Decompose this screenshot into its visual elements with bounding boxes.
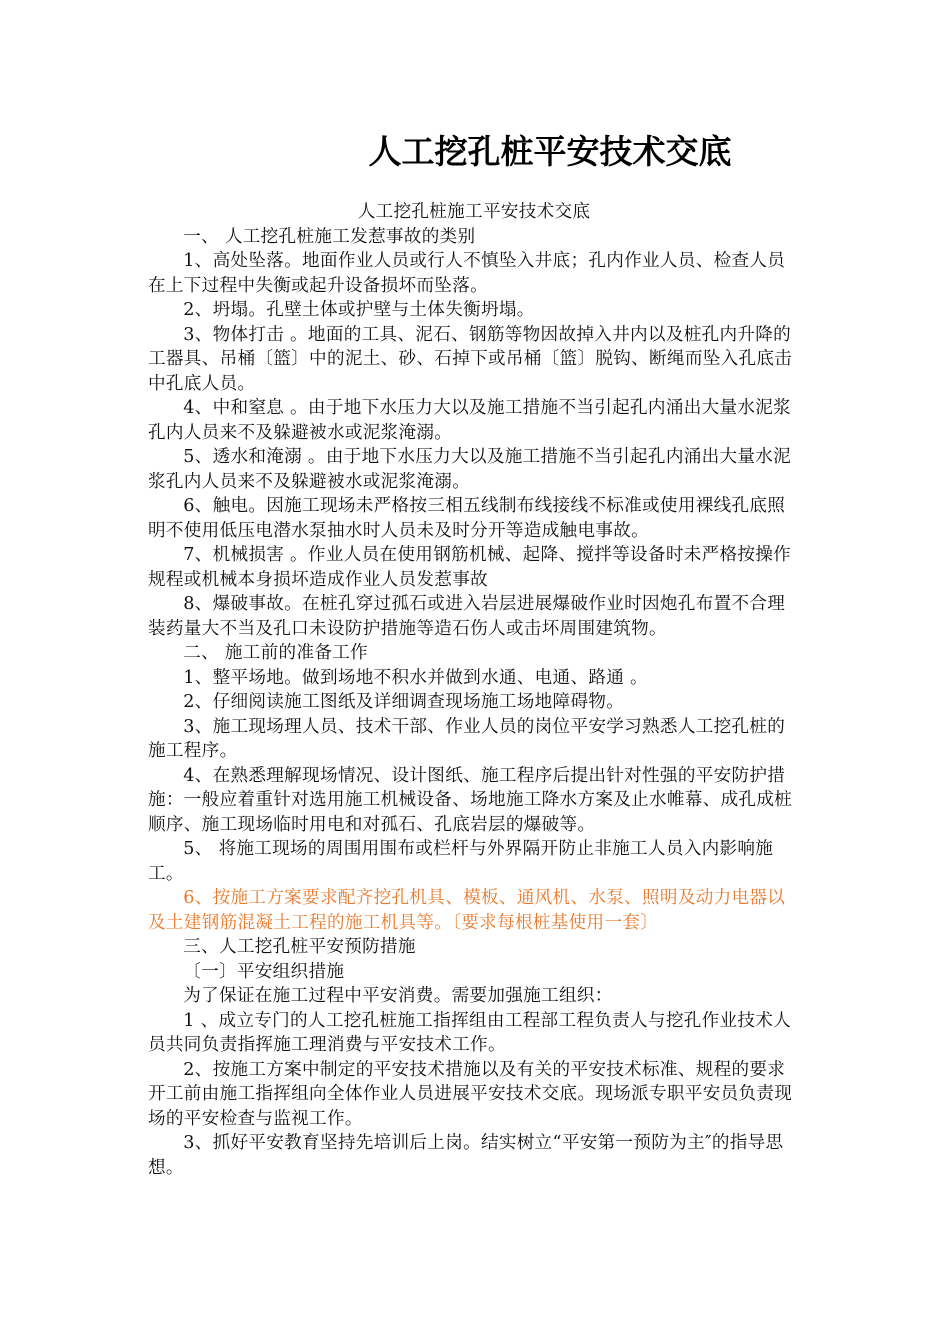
document-subtitle: 人工挖孔桩施工平安技术交底: [357, 202, 591, 222]
document-body: [148, 200, 800, 1180]
body-paragraph: 3、抓好平安教育坚持先培训后上岗。结实树立“平安第一预防为主″的指导思想。: [148, 1133, 784, 1178]
body-paragraph: 5、透水和淹溺 。由于地下水压力大以及施工措施不当引起孔内涌出大量水泥浆孔内人员来不及躲避被水或泥浆淹溺。: [148, 447, 792, 492]
body-paragraph: 2、坍塌。孔壁土体或护壁与土体失衡坍塌。: [183, 300, 535, 320]
body-paragraph: 为了保证在施工过程中平安消费。需要加强施工组织：: [183, 986, 613, 1006]
body-paragraph: 1、整平场地。做到场地不积水并做到水通、电通、路通 。: [183, 667, 648, 688]
body-paragraph: 3、施工现场理人员、技术干部、作业人员的岗位平安学习熟悉人工挖孔桩的施工程序。: [148, 716, 786, 761]
body-paragraph: 三、人工挖孔桩平安预防措施: [183, 937, 416, 957]
body-paragraph: 6、触电。因施工现场未严格按三相五线制布线接线不标准或使用裸线孔底照明不使用低压电潜水泵抽水时人员未及时分开等造成触电事故。: [148, 496, 786, 541]
body-paragraph: 3、物体打击 。地面的工具、泥石、钢筋等物因故掉入井内以及桩孔内升降的工器具、吊桶〔篮〕中的泥土、砂、石掉下或吊桶〔篮〕脱钩、断绳而坠入孔底击中孔底人员。: [148, 324, 793, 394]
body-paragraph: 8、爆破事故。在桩孔穿过孤石或进入岩层进展爆破作业时因炮孔布置不合理装药量大不当及孔口未设防护措施等造石伤人或击坏周围建筑物。: [148, 594, 786, 639]
body-paragraph: 〔一〕平安组织措施: [183, 961, 345, 982]
body-paragraph: 1、高处坠落。地面作业人员或行人不慎坠入井底；孔内作业人员、检查人员在上下过程中失衡或起升设备损坏而坠落。: [148, 251, 786, 296]
body-paragraph: 2、仔细阅读施工图纸及详细调查现场施工场地障碍物。: [183, 692, 625, 712]
body-paragraph: 一、 人工挖孔桩施工发惹事故的类别: [183, 226, 476, 247]
document-title: 人工挖孔桩平安技术交底: [368, 132, 732, 171]
body-paragraph: 6、按施工方案要求配齐挖孔机具、模板、通风机、水泵、照明及动力电器以及土建钢筋混凝土工程的施工机具等。〔要求每根桩基使用一套〕: [148, 888, 786, 933]
body-paragraph: 1 、成立专门的人工挖孔桩施工指挥组由工程部工程负责人与挖孔作业技术人员共同负责指挥施工理消费与平安技术工作。: [148, 1010, 792, 1055]
body-paragraph: 二、 施工前的准备工作: [183, 643, 369, 663]
body-paragraph: 5、 将施工现场的周围用围布或栏杆与外界隔开防止非施工人员入内影响施工。: [148, 839, 774, 884]
body-paragraph: 4、在熟悉理解现场情况、设计图纸、施工程序后提出针对性强的平安防护措施：一般应着重针对选用施工机械设备、场地施工降水方案及止水帷幕、成孔成桩顺序、施工现场临时用电和对孤石、孔底岩层的爆破等。: [148, 765, 793, 835]
body-paragraph: 4、中和窒息 。由于地下水压力大以及施工措施不当引起孔内涌出大量水泥浆孔内人员来不及躲避被水或泥浆淹溺。: [148, 398, 792, 443]
body-paragraph: 7、机械损害 。作业人员在使用钢筋机械、起降、搅拌等设备时未严格按操作规程或机械本身损坏造成作业人员发惹事故: [148, 545, 792, 590]
body-paragraph: 2、按施工方案中制定的平安技术措施以及有关的平安技术标准、规程的要求开工前由施工指挥组向全体作业人员进展平安技术交底。现场派专职平安员负责现场的平安检查与监视工作。: [148, 1059, 793, 1129]
